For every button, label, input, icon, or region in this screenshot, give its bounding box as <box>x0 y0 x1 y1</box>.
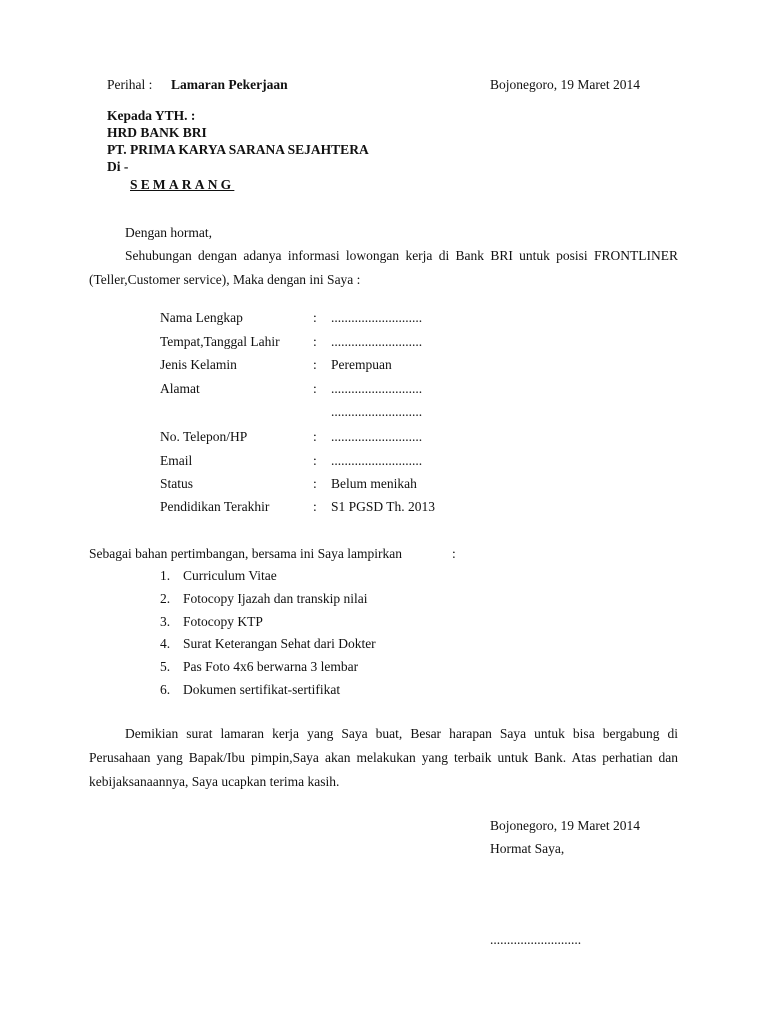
recipient-line-2: HRD BANK BRI <box>107 125 207 140</box>
identity-colon: : <box>313 499 317 514</box>
identity-value: Perempuan <box>331 357 392 372</box>
list-item-number: 1. <box>160 568 171 583</box>
attachments-intro-colon: : <box>452 546 456 561</box>
list-item-number: 5. <box>160 659 171 675</box>
identity-label: Pendidikan Terakhir <box>160 499 270 514</box>
identity-value: ........................... <box>331 310 423 325</box>
identity-colon: : <box>313 476 317 491</box>
header-place-date: Bojonegoro, 19 Maret 2014 <box>490 77 640 92</box>
identity-value: ........................... <box>331 404 423 419</box>
identity-colon: : <box>313 429 317 444</box>
list-item-text: Dokumen sertifikat-sertifikat <box>183 681 341 697</box>
list-item-number: 3. <box>160 613 171 629</box>
perihal-value: Lamaran Pekerjaan <box>171 77 288 92</box>
signature-place-date: Bojonegoro, 19 Maret 2014 <box>490 818 640 833</box>
signature-regards: Hormat Saya, <box>490 841 565 856</box>
list-item-number: 6. <box>160 681 171 697</box>
identity-colon: : <box>313 381 317 396</box>
list-item-number: 2. <box>160 590 171 606</box>
identity-value: ........................... <box>331 334 423 349</box>
identity-value: Belum menikah <box>331 476 417 491</box>
greeting: Dengan hormat, <box>125 225 212 240</box>
list-item-text: Curriculum Vitae <box>183 568 277 583</box>
perihal-label: Perihal : <box>107 77 153 92</box>
list-item-text: Pas Foto 4x6 berwarna 3 lembar <box>183 659 359 675</box>
identity-label: Nama Lengkap <box>160 310 243 325</box>
identity-label: Status <box>160 476 194 491</box>
signature-name: ........................... <box>490 932 582 947</box>
opening-paragraph: Sehubungan dengan adanya informasi lowongan kerja di Bank BRI untuk posisi FRONTLINER (Teller,Customer service), Maka dengan ini Saya : <box>89 248 678 287</box>
identity-colon: : <box>313 453 317 468</box>
closing-paragraph: Demikian surat lamaran kerja yang Saya buat, Besar harapan Saya untuk bisa bergabung di Perusahaan yang Bapak/Ibu pimpin,Saya akan melakukan yang terbaik untuk Bank. Atas perhatian dan kebijaksanaannya, Saya ucapkan terima kasih. <box>89 726 678 789</box>
identity-label: Jenis Kelamin <box>160 357 237 372</box>
recipient-line-1: Kepada YTH. : <box>107 108 196 123</box>
list-item-text: Surat Keterangan Sehat dari Dokter <box>183 636 376 652</box>
identity-colon: : <box>313 310 317 325</box>
attachments-intro: Sebagai bahan pertimbangan, bersama ini Saya lampirkan <box>89 546 403 561</box>
identity-colon: : <box>313 357 317 372</box>
identity-label: No. Telepon/HP <box>160 429 248 444</box>
list-item-text: Fotocopy Ijazah dan transkip nilai <box>183 590 368 606</box>
recipient-city: SEMARANG <box>130 177 235 192</box>
identity-value: ........................... <box>331 381 423 396</box>
identity-value: ........................... <box>331 453 423 468</box>
identity-label: Tempat,Tanggal Lahir <box>160 334 280 349</box>
identity-label: Alamat <box>160 381 200 396</box>
identity-value: ........................... <box>331 429 423 444</box>
recipient-line-3: PT. PRIMA KARYA SARANA SEJAHTERA <box>107 142 369 157</box>
list-item-text: Fotocopy KTP <box>183 613 263 629</box>
identity-label: Email <box>160 453 193 468</box>
identity-colon: : <box>313 334 317 349</box>
identity-value: S1 PGSD Th. 2013 <box>331 499 436 514</box>
recipient-line-4: Di - <box>107 159 129 174</box>
list-item-number: 4. <box>160 636 171 652</box>
